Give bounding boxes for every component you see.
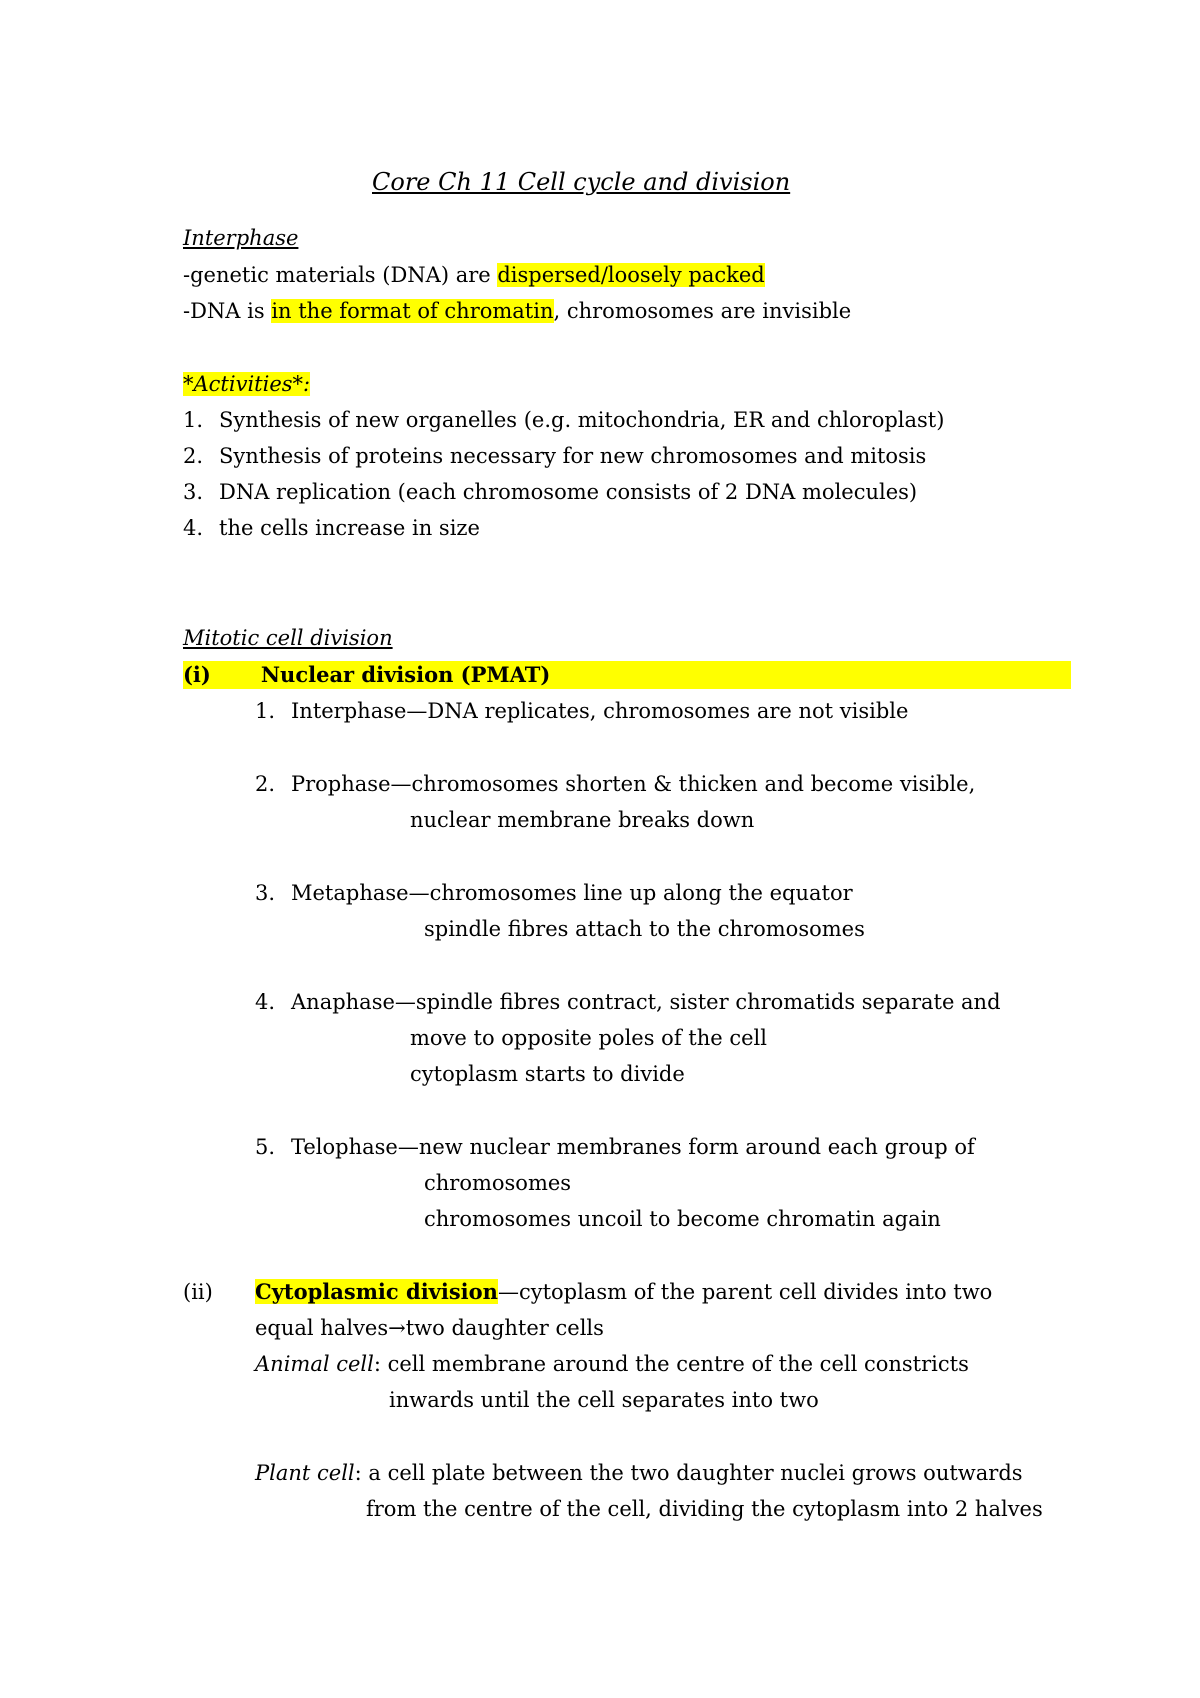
section-title: Nuclear division (PMAT) — [260, 662, 551, 687]
section-2-title: Cytoplasmic division — [255, 1279, 498, 1304]
animal-cell-label: Animal cell — [255, 1352, 374, 1376]
phase-number: 4. — [255, 990, 276, 1014]
text: -DNA is — [183, 299, 272, 323]
highlight: *Activities*: — [183, 372, 311, 396]
highlight: in the format of chromatin — [271, 299, 554, 323]
animal-cell-line-1 — [255, 1350, 969, 1378]
phase-number: 1. — [255, 699, 276, 723]
list-number: 1. — [183, 408, 204, 432]
plant-cell-line-1 — [255, 1459, 1023, 1487]
interphase-heading: Interphase — [183, 226, 299, 250]
interphase-line-2 — [183, 297, 851, 325]
phase-number: 3. — [255, 881, 276, 905]
section-2-line-2: equal halves→two daughter cells — [255, 1316, 604, 1340]
list-item: Synthesis of new organelles (e.g. mitochondria, ER and chloroplast) — [219, 408, 945, 432]
list-item: the cells increase in size — [219, 516, 480, 540]
text: -genetic materials (DNA) are — [183, 263, 498, 287]
mitotic-heading: Mitotic cell division — [183, 626, 393, 650]
animal-cell-line-2: inwards until the cell separates into two — [389, 1388, 819, 1412]
phase-number: 5. — [255, 1135, 276, 1159]
page-title: Core Ch 11 Cell cycle and division — [372, 168, 791, 196]
phase-line: Prophase—chromosomes shorten & thicken and become visible, — [291, 772, 976, 796]
phase-line: Metaphase—chromosomes line up along the equator — [291, 881, 853, 905]
section-2-number: (ii) — [183, 1280, 213, 1304]
list-number: 2. — [183, 444, 204, 468]
highlight — [183, 661, 1071, 689]
section-number: (i) — [183, 662, 211, 687]
phase-line: Anaphase—spindle fibres contract, sister chromatids separate and — [291, 990, 1001, 1014]
phase-line: cytoplasm starts to divide — [410, 1062, 685, 1086]
text: : a cell plate between the two daughter nuclei grows outwards — [354, 1461, 1023, 1485]
phase-line: spindle fibres attach to the chromosomes — [424, 917, 865, 941]
text: : cell membrane around the centre of the cell constricts — [373, 1352, 969, 1376]
list-number: 4. — [183, 516, 204, 540]
phase-line: Telophase—new nuclear membranes form around each group of — [291, 1135, 975, 1159]
activities-label — [183, 370, 310, 398]
interphase-line-1 — [183, 261, 765, 289]
plant-cell-line-2: from the centre of the cell, dividing the cytoplasm into 2 halves — [366, 1497, 1043, 1521]
list-number: 3. — [183, 480, 204, 504]
text: —cytoplasm of the parent cell divides into two — [497, 1280, 993, 1304]
phase-line: nuclear membrane breaks down — [410, 808, 755, 832]
phase-line: chromosomes — [424, 1171, 572, 1195]
section-2-line-1 — [255, 1278, 992, 1306]
list-item: Synthesis of proteins necessary for new chromosomes and mitosis — [219, 444, 927, 468]
plant-cell-label: Plant cell — [255, 1461, 355, 1485]
list-item: DNA replication (each chromosome consists of 2 DNA molecules) — [219, 480, 918, 504]
section-1-row — [183, 661, 1071, 689]
text: , chromosomes are invisible — [553, 299, 852, 323]
phase-line: chromosomes uncoil to become chromatin again — [424, 1207, 941, 1231]
phase-line: Interphase—DNA replicates, chromosomes are not visible — [291, 699, 909, 723]
highlight: dispersed/loosely packed — [497, 263, 765, 287]
phase-number: 2. — [255, 772, 276, 796]
phase-line: move to opposite poles of the cell — [410, 1026, 767, 1050]
